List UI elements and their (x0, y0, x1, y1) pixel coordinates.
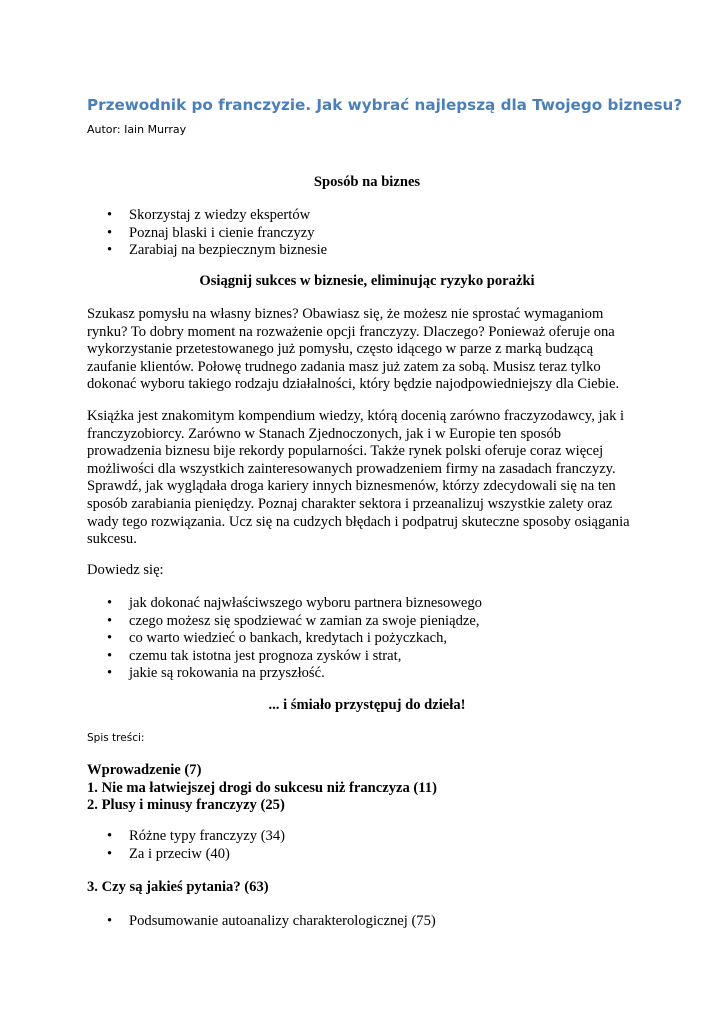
paragraph-line: sukcesu. (87, 531, 137, 548)
bullet-icon: • (107, 630, 113, 647)
paragraph-line: prowadzenia biznesu bije rekordy popularności. Także rynek polski oferuje coraz więcej (87, 443, 604, 460)
paragraph-line: franczyzobiorcy. Zarówno w Stanach Zjednoczonych, jak i w Europie ten sposób (87, 425, 562, 442)
bullet-icon: • (107, 242, 113, 259)
paragraph-line: wykorzystanie przetestowanego już pomysłu, często idącego w parze z marką budzącą (87, 341, 594, 358)
toc-label: Spis treści: (87, 732, 145, 744)
list-item: • co warto wiedzieć o bankach, kredytach i pożyczkach, (107, 630, 448, 647)
paragraph-intro (87, 306, 647, 394)
paragraph-line: możliwości dla wszystkich zainteresowanych prowadzeniem firmy na zasadach franczyzy. (87, 460, 616, 477)
intro-bullet-list (87, 207, 327, 260)
bullet-icon: • (107, 207, 113, 223)
learn-intro: Dowiedz się: (87, 562, 164, 578)
toc-entry: 3. Czy są jakieś pytania? (63) (87, 879, 269, 895)
list-item: • Za i przeciw (40) (107, 845, 230, 862)
closing-heading: ... i śmiało przystępuj do dzieła! (268, 697, 466, 713)
paragraph-line: rynku? To dobry moment na rozważenie opcji franczyzy. Dlaczego? Ponieważ oferuje ona (87, 323, 615, 340)
list-item: • czego możesz się spodziewać w zamian za swoje pieniądze, (107, 612, 480, 629)
toc-sub-list-2 (87, 828, 285, 863)
paragraph-line: dokonać wyboru takiego rodzaju działalności, który będzie najodpowiedniejszy dla Ciebie. (87, 376, 620, 393)
section-heading-sukces: Osiągnij sukces w biznesie, eliminując ryzyko porażki (199, 273, 535, 289)
bullet-icon: • (107, 224, 113, 241)
paragraph-line: Książka jest znakomitym kompendium wiedzy, którą docenią zarówno fraczyzodawcy, jak i (87, 408, 625, 424)
paragraph-line: wady tego rozwiązania. Ucz się na cudzych błędach i podpatruj skuteczne sposoby osiągania (87, 513, 630, 530)
list-item: • jak dokonać najwłaściwszego wyboru partnera biznesowego (107, 595, 482, 611)
list-item: • jakie są rokowania na przyszłość. (107, 665, 325, 682)
list-item: • Podsumowanie autoanalizy charakterologicznej (75) (107, 913, 436, 929)
bullet-icon: • (107, 913, 113, 929)
bullet-icon: • (107, 595, 113, 611)
toc-entry: Wprowadzenie (7) (87, 762, 202, 778)
toc-sub-list-3 (87, 913, 436, 931)
toc-entry: 1. Nie ma łatwiejszej drogi do sukcesu niż franczyza (11) (87, 779, 437, 796)
section-heading-sposob: Sposób na biznes (313, 174, 421, 190)
list-item: • Skorzystaj z wiedzy ekspertów (107, 207, 311, 223)
toc-main-entries (87, 762, 437, 815)
list-item: • Zarabiaj na bezpiecznym biznesie (107, 242, 328, 259)
bullet-icon: • (107, 665, 113, 682)
learn-bullet-list (87, 595, 482, 683)
bullet-icon: • (107, 647, 113, 664)
paragraph-book (87, 408, 647, 549)
paragraph-line: sposób zarabiania pieniędzy. Poznaj charakter sektora i przeanalizuj wszystkie zalety oraz (87, 495, 613, 512)
list-item: • Różne typy franczyzy (34) (107, 828, 286, 844)
toc-entry-3 (87, 879, 269, 897)
document-page (87, 0, 683, 1024)
list-item: • czemu tak istotna jest prognoza zysków i strat, (107, 647, 402, 664)
paragraph-line: Szukasz pomysłu na własny biznes? Obawiasz się, że możesz nie sprostać wymaganiom (87, 306, 604, 322)
bullet-icon: • (107, 612, 113, 629)
paragraph-line: Sprawdź, jak wyglądała droga kariery innych biznesmenów, którzy zdecydowali się na ten (87, 478, 616, 495)
author-line: Autor: Iain Murray (87, 123, 187, 136)
list-item: • Poznaj blaski i cienie franczyzy (107, 224, 315, 241)
paragraph-line: zaufanie klientów. Połowę trudnego zadania masz już zatem za sobą. Musisz teraz tylko (87, 358, 601, 375)
toc-entry: 2. Plusy i minusy franczyzy (25) (87, 797, 285, 814)
bullet-icon: • (107, 828, 113, 844)
bullet-icon: • (107, 845, 113, 862)
document-title: Przewodnik po franczyzie. Jak wybrać najlepszą dla Twojego biznesu? (87, 96, 683, 114)
